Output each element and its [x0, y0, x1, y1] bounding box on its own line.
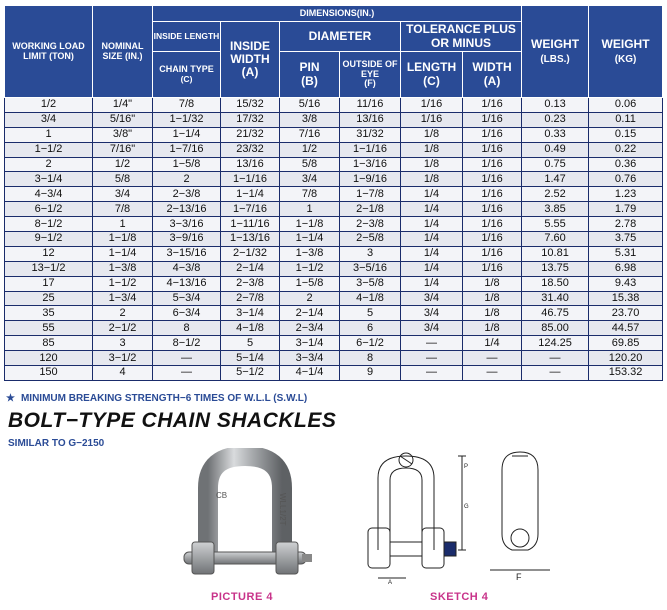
header-length	[401, 52, 463, 98]
table-cell: 1−3/16	[340, 157, 401, 172]
table-row	[5, 276, 663, 291]
table-cell: 1−1/32	[153, 112, 221, 127]
weight-kg-label: WEIGHT	[601, 37, 650, 52]
table-cell: 1	[5, 127, 93, 142]
table-cell: 1/4	[401, 217, 463, 232]
table-cell: 11/16	[340, 98, 401, 113]
sketch-bolt	[390, 542, 422, 556]
table-cell: 31.40	[522, 291, 589, 306]
table-cell: 31/32	[340, 127, 401, 142]
table-row	[5, 321, 663, 336]
table-cell: 1/4"	[93, 98, 153, 113]
sketch-cotter-pin	[444, 542, 456, 556]
table-cell: 8−1/2	[5, 217, 93, 232]
table-cell: 8	[153, 321, 221, 336]
table-cell: 1−1/4	[153, 127, 221, 142]
shackle-logo: CB	[216, 491, 228, 500]
table-cell: 9−1/2	[5, 232, 93, 247]
sketch-bow-inner	[390, 468, 422, 548]
table-cell: 4−1/8	[221, 321, 280, 336]
table-cell: 0.23	[522, 112, 589, 127]
table-cell: 2−7/8	[221, 291, 280, 306]
table-cell: —	[153, 351, 221, 366]
footnote-text: MINIMUM BREAKING STRENGTH−6 TIMES OF W.L.L (S.W.L)	[20, 393, 308, 404]
table-cell: 0.76	[589, 172, 663, 187]
table-cell: 2−1/4	[221, 261, 280, 276]
table-cell: 1−7/16	[221, 202, 280, 217]
table-cell: 55	[5, 321, 93, 336]
table-cell: 1−7/16	[153, 142, 221, 157]
shackle-bolt-head	[276, 542, 298, 574]
table-cell: 5.31	[589, 246, 663, 261]
sketch-bolt-head	[422, 528, 444, 568]
table-cell: 1−1/16	[340, 142, 401, 157]
table-cell: 4	[93, 366, 153, 381]
table-cell: —	[522, 366, 589, 381]
table-cell: 1/16	[401, 112, 463, 127]
table-row	[5, 306, 663, 321]
table-cell: 1−9/16	[340, 172, 401, 187]
table-cell: 1−1/2	[93, 276, 153, 291]
inside-width-code: (A)	[241, 65, 259, 80]
table-cell: 23/32	[221, 142, 280, 157]
sketch-side-view	[502, 452, 538, 550]
table-cell: 13−1/2	[5, 261, 93, 276]
header-outside-of-eye	[340, 52, 401, 98]
table-row	[5, 98, 663, 113]
header-chain-type	[153, 52, 221, 98]
table-cell: 7/8	[93, 202, 153, 217]
table-cell: 1/8	[401, 172, 463, 187]
table-cell: 13.75	[522, 261, 589, 276]
table-cell: 9	[340, 366, 401, 381]
table-cell: 3−1/2	[93, 351, 153, 366]
table-cell: 1/16	[463, 172, 522, 187]
table-cell: 2−3/8	[221, 276, 280, 291]
table-cell: 5−1/2	[221, 366, 280, 381]
table-cell: 2−13/16	[153, 202, 221, 217]
table-cell: 3/4	[280, 172, 340, 187]
header-nominal-size: NOMINAL SIZE (IN.)	[93, 6, 153, 98]
outside-of-eye-code: (F)	[364, 78, 376, 89]
table-cell: 13/16	[221, 157, 280, 172]
table-cell: 1/8	[401, 127, 463, 142]
weight-lbs-unit: (LBS.)	[540, 53, 570, 65]
table-cell: 1−1/8	[93, 232, 153, 247]
table-cell: 3/4	[5, 112, 93, 127]
table-cell: 5/8	[280, 157, 340, 172]
table-cell: 6−1/2	[340, 336, 401, 351]
table-cell: 3.75	[589, 232, 663, 247]
table-cell: 1/2	[5, 98, 93, 113]
table-cell: 7.60	[522, 232, 589, 247]
sketch-label-p: P	[464, 464, 469, 470]
table-cell: 23.70	[589, 306, 663, 321]
table-cell: 1/8	[463, 276, 522, 291]
cotter-pin	[302, 554, 312, 562]
sketch-bow-outer	[378, 456, 434, 550]
table-cell: 7/16	[280, 127, 340, 142]
table-cell: 3−1/4	[280, 336, 340, 351]
table-cell: 4−3/8	[153, 261, 221, 276]
table-cell: 69.85	[589, 336, 663, 351]
table-cell: —	[522, 351, 589, 366]
table-body	[5, 98, 663, 381]
table-cell: 2.78	[589, 217, 663, 232]
table-cell: 3	[340, 246, 401, 261]
weight-lbs-label: WEIGHT	[531, 37, 580, 52]
table-cell: 1/2	[93, 157, 153, 172]
table-cell: 0.06	[589, 98, 663, 113]
footnote	[6, 393, 307, 404]
table-cell: 15.38	[589, 291, 663, 306]
star-icon: ★	[6, 393, 15, 404]
section-title: BOLT−TYPE CHAIN SHACKLES	[8, 409, 337, 432]
table-cell: 0.22	[589, 142, 663, 157]
table-cell: 85	[5, 336, 93, 351]
table-row	[5, 246, 663, 261]
table-cell: 1/4	[401, 276, 463, 291]
table-row	[5, 202, 663, 217]
header-weight-lbs	[522, 6, 589, 98]
table-cell: 1/8	[401, 142, 463, 157]
table-cell: 6−1/2	[5, 202, 93, 217]
table-cell: 1/16	[463, 232, 522, 247]
table-cell: 44.57	[589, 321, 663, 336]
table-cell: 1/16	[463, 112, 522, 127]
table-cell: 5−3/4	[153, 291, 221, 306]
table-cell: 1/16	[463, 142, 522, 157]
table-cell: 3−9/16	[153, 232, 221, 247]
table-cell: 2−3/8	[340, 217, 401, 232]
table-cell: 4−1/4	[280, 366, 340, 381]
sketch-label-g: G	[464, 504, 469, 510]
sketch-label-a: A	[388, 580, 393, 586]
table-cell: 150	[5, 366, 93, 381]
table-cell: 3−3/4	[280, 351, 340, 366]
outside-of-eye-label: OUTSIDE OF EYE	[342, 58, 398, 79]
table-row	[5, 291, 663, 306]
table-cell: 5/8	[93, 172, 153, 187]
table-cell: 1/16	[463, 157, 522, 172]
header-width	[463, 52, 522, 98]
table-cell: 15/32	[221, 98, 280, 113]
sketch-nut	[368, 528, 390, 568]
table-cell: 1/16	[463, 127, 522, 142]
table-cell: 3−1/4	[5, 172, 93, 187]
table-cell: 1/8	[463, 321, 522, 336]
table-cell: 21/32	[221, 127, 280, 142]
table-cell: 2−1/8	[340, 202, 401, 217]
table-cell: 3−5/8	[340, 276, 401, 291]
table-cell: 1/16	[463, 98, 522, 113]
shackle-sketch	[350, 438, 555, 588]
table-row	[5, 366, 663, 381]
sketch-label-f: F	[516, 572, 522, 582]
header-tolerance: TOLERANCE PLUS OR MINUS	[401, 22, 522, 52]
table-cell: 17	[5, 276, 93, 291]
table-cell: 7/16"	[93, 142, 153, 157]
table-cell: 0.15	[589, 127, 663, 142]
table-row	[5, 261, 663, 276]
table-cell: 4−3/4	[5, 187, 93, 202]
table-row	[5, 172, 663, 187]
table-cell: 2.52	[522, 187, 589, 202]
table-cell: 1/4	[401, 261, 463, 276]
table-cell: 2	[93, 306, 153, 321]
table-cell: 120.20	[589, 351, 663, 366]
header-inside-width	[221, 22, 280, 98]
table-cell: 1/16	[463, 202, 522, 217]
table-cell: 1/2	[280, 142, 340, 157]
header-inside-length: INSIDE LENGTH	[153, 22, 221, 52]
table-cell: —	[401, 351, 463, 366]
pin-label: PIN	[299, 60, 320, 75]
shackle-stamp: WLL1/2T	[278, 493, 287, 526]
shackle-photo	[170, 448, 320, 586]
table-cell: 0.75	[522, 157, 589, 172]
table-cell: 1	[93, 217, 153, 232]
table-cell: 1/16	[463, 246, 522, 261]
table-cell: 8	[340, 351, 401, 366]
sketch-caption: SKETCH 4	[430, 591, 489, 603]
table-row	[5, 157, 663, 172]
sketch-stamp-line	[400, 456, 412, 464]
table-cell: 3/4	[401, 306, 463, 321]
table-cell: 13/16	[340, 112, 401, 127]
table-cell: 3/4	[401, 291, 463, 306]
table-cell: 1−5/8	[153, 157, 221, 172]
table-cell: 3/4	[93, 187, 153, 202]
table-cell: 1/8	[401, 157, 463, 172]
table-cell: 3/4	[401, 321, 463, 336]
table-cell: 2−5/8	[340, 232, 401, 247]
table-cell: 0.13	[522, 98, 589, 113]
table-cell: 0.33	[522, 127, 589, 142]
header-dimensions: DIMENSIONS(IN.)	[153, 6, 522, 22]
sketch-side-eye	[511, 529, 529, 547]
table-cell: 1−13/16	[221, 232, 280, 247]
table-cell: 3/8"	[93, 127, 153, 142]
table-cell: 2	[153, 172, 221, 187]
table-cell: 3/8	[280, 112, 340, 127]
table-cell: 0.11	[589, 112, 663, 127]
table-cell: 2−1/2	[93, 321, 153, 336]
width-label: WIDTH	[472, 60, 512, 75]
table-cell: 1−1/8	[280, 217, 340, 232]
shackle-body	[208, 456, 282, 553]
table-cell: 1−1/2	[5, 142, 93, 157]
chain-type-label: CHAIN TYPE	[159, 63, 214, 74]
table-row	[5, 142, 663, 157]
table-cell: 3−15/16	[153, 246, 221, 261]
table-cell: 5	[340, 306, 401, 321]
table-row	[5, 127, 663, 142]
pin-code: (B)	[301, 73, 318, 88]
table-row	[5, 187, 663, 202]
table-cell: 5−1/4	[221, 351, 280, 366]
table-cell: 2−1/32	[221, 246, 280, 261]
table-cell: 3−3/16	[153, 217, 221, 232]
table-cell: —	[401, 366, 463, 381]
table-cell: 1−11/16	[221, 217, 280, 232]
table-cell: 1/16	[463, 187, 522, 202]
table-cell: 3	[93, 336, 153, 351]
table-cell: 18.50	[522, 276, 589, 291]
table-cell: 1.47	[522, 172, 589, 187]
table-row	[5, 112, 663, 127]
header-weight-kg	[589, 6, 663, 98]
header-diameter: DIAMETER	[280, 22, 401, 52]
shackle-nut	[192, 542, 214, 574]
table-cell: 1−1/16	[221, 172, 280, 187]
table-cell: 0.36	[589, 157, 663, 172]
table-cell: 12	[5, 246, 93, 261]
table-cell: 1−3/8	[280, 246, 340, 261]
table-cell: 1−7/8	[340, 187, 401, 202]
table-cell: 1/4	[463, 336, 522, 351]
table-cell: 6	[340, 321, 401, 336]
table-cell: 5	[221, 336, 280, 351]
table-cell: 3.85	[522, 202, 589, 217]
table-cell: 46.75	[522, 306, 589, 321]
table-cell: 1−3/4	[93, 291, 153, 306]
header-working-load-limit: WORKING LOAD LIMIT (TON)	[5, 6, 93, 98]
table-row	[5, 232, 663, 247]
inside-width-label: INSIDE WIDTH	[229, 38, 270, 66]
table-cell: 2−3/8	[153, 187, 221, 202]
table-cell: 1/16	[401, 98, 463, 113]
table-cell: 1/16	[463, 217, 522, 232]
weight-kg-unit: (KG)	[614, 53, 637, 65]
width-code: (A)	[483, 73, 501, 88]
table-cell: 25	[5, 291, 93, 306]
table-cell: 2−3/4	[280, 321, 340, 336]
length-label: LENGTH	[406, 60, 457, 75]
table-cell: 0.49	[522, 142, 589, 157]
header-pin	[280, 52, 340, 98]
table-cell: 2	[280, 291, 340, 306]
table-cell: 9.43	[589, 276, 663, 291]
chain-type-code: (C)	[180, 73, 193, 84]
table-cell: 5/16"	[93, 112, 153, 127]
table-cell: 8−1/2	[153, 336, 221, 351]
table-cell: 1/8	[463, 291, 522, 306]
table-cell: —	[463, 366, 522, 381]
length-code: (C)	[423, 73, 440, 88]
table-row	[5, 336, 663, 351]
picture-caption: PICTURE 4	[211, 591, 273, 603]
table-cell: 5.55	[522, 217, 589, 232]
table-cell: 4−13/16	[153, 276, 221, 291]
table-cell: 1/4	[401, 232, 463, 247]
table-cell: 1/16	[463, 261, 522, 276]
table-cell: 1	[280, 202, 340, 217]
table-cell: 1−3/8	[93, 261, 153, 276]
table-cell: 1−1/2	[280, 261, 340, 276]
table-cell: 1−1/4	[221, 187, 280, 202]
table-cell: 6−3/4	[153, 306, 221, 321]
table-cell: 6.98	[589, 261, 663, 276]
table-cell: —	[401, 336, 463, 351]
table-cell: —	[153, 366, 221, 381]
table-row	[5, 217, 663, 232]
table-cell: 124.25	[522, 336, 589, 351]
table-cell: 17/32	[221, 112, 280, 127]
table-row	[5, 351, 663, 366]
table-cell: 10.81	[522, 246, 589, 261]
table-cell: 1−5/8	[280, 276, 340, 291]
table-cell: 3−1/4	[221, 306, 280, 321]
table-cell: 2−1/4	[280, 306, 340, 321]
table-cell: —	[463, 351, 522, 366]
table-cell: 1/4	[401, 187, 463, 202]
table-cell: 4−1/8	[340, 291, 401, 306]
table-cell: 1/8	[463, 306, 522, 321]
table-cell: 1−1/4	[93, 246, 153, 261]
subtitle: SIMILAR TO G−2150	[8, 438, 105, 449]
table-cell: 7/8	[153, 98, 221, 113]
table-cell: 1.23	[589, 187, 663, 202]
table-cell: 3−5/16	[340, 261, 401, 276]
table-cell: 1−1/4	[280, 232, 340, 247]
table-cell: 153.32	[589, 366, 663, 381]
table-cell: 1/4	[401, 202, 463, 217]
table-cell: 1.79	[589, 202, 663, 217]
table-cell: 1/4	[401, 246, 463, 261]
table-cell: 35	[5, 306, 93, 321]
table-cell: 7/8	[280, 187, 340, 202]
table-cell: 2	[5, 157, 93, 172]
table-cell: 85.00	[522, 321, 589, 336]
table-cell: 5/16	[280, 98, 340, 113]
specification-table	[4, 5, 663, 381]
table-cell: 120	[5, 351, 93, 366]
